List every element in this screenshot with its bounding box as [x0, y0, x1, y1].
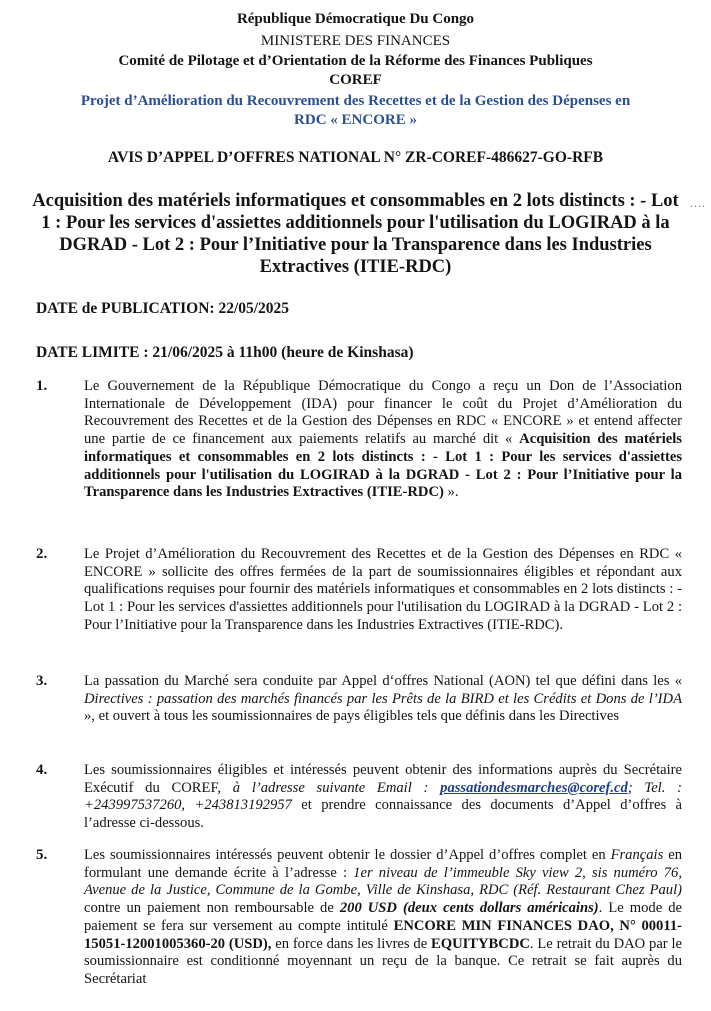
paragraph-number: 5.	[36, 847, 48, 863]
paragraph-text-part: et prendre connaissance des documents d’Appel d’offres à l’adresse ci-dessous.	[84, 797, 683, 832]
paragraph-text	[84, 378, 682, 502]
phone-numbers: ; Tel. : +243997537260, +243813192957	[84, 779, 682, 814]
project-name-line1: Projet d’Amélioration du Recouvrement des Recettes et de la Gestion des Dépenses en	[80, 93, 631, 109]
paragraph-text-part: Les soumissionnaires intéressés peuvent obtenir le dossier d’Appel d’offres complet en	[84, 847, 606, 863]
paragraph-text	[84, 847, 682, 989]
committee-acronym: COREF	[329, 72, 382, 88]
contract-title: Acquisition des matériels informatiques et consommables en 2 lots distincts : - Lot 1 : Pour les services d'assiettes additionnels pour l'utilisation du LOGIRAD à la DGRAD - Lot 2 : Pour l’Initiative pour la Transparence dans les Industries Extractives (ITIE-RDC)	[84, 431, 682, 501]
project-name-line2: RDC « ENCORE »	[294, 112, 417, 128]
paragraph-text: Le Projet d’Amélioration du Recouvrement des Recettes et de la Gestion des Dépenses en RDC « ENCORE » sollicite des offres fermées de la part de soumissionnaires éligibles et répondant aux qualifications requises pour fournir des matériels informatiques et consommables en 2 lots distincts : - Lot 1 : Pour les services d'assiettes additionnels pour l'utilisation du LOGIRAD à la DGRAD - Lot 2 : Pour l’Initiative pour la Transparence dans les Industries Extractives (ITIE-RDC).	[84, 546, 682, 633]
margin-mark: ....	[690, 196, 706, 210]
paragraph-text-part: Les soumissionnaires éligibles et intéressés peuvent obtenir des informations auprès du Secrétaire Exécutif du COREF,	[84, 762, 682, 796]
email-link[interactable]: passationdesmarches@coref.cd	[440, 779, 628, 796]
publication-date-value: 22/05/2025	[218, 300, 290, 317]
paragraph-text	[84, 762, 682, 833]
paragraph-1	[36, 378, 682, 502]
address-text: niveau de l’immeuble Sky view 2, sis numéro 76, Avenue de la Justice, Commune de la Gombe, Ville de Kinshasa, RDC (Réf. Restaurant Chez Paul)	[84, 864, 682, 899]
paragraph-2	[36, 546, 682, 635]
paragraph-text-part: Le Gouvernement de la République Démocratique du Congo a reçu un Don de l’Association Internationale de Développement (IDA) pour financer le coût du Projet d’Amélioration du Recouvrement des Recettes et de la Gestion des Dépenses en RDC « ENCORE » et entend affecter une partie de ce financement aux paiements relatifs au marché dit «	[84, 378, 682, 448]
committee-name: Comité de Pilotage et d’Orientation de la Réforme des Finances Publiques	[118, 53, 593, 69]
ministry-name: MINISTERE DES FINANCES	[260, 33, 451, 49]
country-name: République Démocratique Du Congo	[236, 11, 475, 27]
paragraph-5	[36, 847, 682, 989]
publication-date	[36, 300, 289, 318]
paragraph-text-part: ».	[447, 484, 459, 501]
paragraph-number: 4.	[36, 762, 48, 778]
paragraph-number: 3.	[36, 673, 48, 689]
publication-date-label: DATE de PUBLICATION:	[36, 300, 215, 317]
document-language: Français	[610, 847, 664, 863]
paragraph-number: 2.	[36, 546, 48, 562]
paragraph-text-part: . Le retrait du DAO par le soumissionnaire est conditionné moyennant un reçu de la banque. Ce retrait se fait auprès du Secrétariat	[84, 935, 682, 987]
paragraph-text-part: en formulant une demande écrite à l’adresse :	[84, 847, 682, 881]
deadline-label: DATE LIMITE :	[36, 344, 149, 361]
bank-account: ENCORE MIN FINANCES DAO, N° 00011-15051-12001005360-20 (USD),	[84, 917, 682, 952]
paragraph-text-part: en force dans les livres de	[275, 935, 428, 952]
paragraph-text-part: . Le mode de paiement se fera sur versement au compte intitulé	[84, 900, 682, 934]
address-floor: 1er	[353, 864, 373, 881]
directives-title: Directives : passation des marchés financés par les Prêts de la BIRD et les Crédits et Dons de l’IDA	[84, 690, 682, 707]
paragraph-4	[36, 762, 682, 833]
paragraph-text-part: La passation du Marché sera conduite par Appel d‘offres National (AON) tel que défini dans les «	[84, 673, 682, 689]
paragraph-number: 1.	[36, 378, 48, 394]
paragraph-text	[84, 673, 682, 726]
paragraph-text-part: », et ouvert à tous les soumissionnaires de pays éligibles tels que définis dans les Directives	[84, 708, 619, 725]
deadline-value: 21/06/2025 à 11h00 (heure de Kinshasa)	[152, 344, 414, 361]
notice-title: AVIS D’APPEL D’OFFRES NATIONAL N° ZR-COREF-486627-GO-RFB	[107, 149, 604, 166]
bank-name: EQUITYBCDC	[430, 935, 530, 952]
paragraph-text-part: contre un paiement non remboursable de	[84, 900, 334, 917]
notice-subject: Acquisition des matériels informatiques et consommables en 2 lots distincts : - Lot 1 : Pour les services d'assiettes additionnels pour l'utilisation du LOGIRAD à la DGRAD - Lot 2 : Pour l’Initiative pour la Transparence dans les Industries Extractives (ITIE-RDC)	[32, 191, 679, 277]
paragraph-text-part: à l’adresse suivante Email :	[232, 779, 429, 796]
deadline-date	[36, 344, 414, 362]
paragraph-3	[36, 673, 682, 726]
fee-amount: 200 USD (deux cents dollars américains)	[339, 900, 599, 917]
